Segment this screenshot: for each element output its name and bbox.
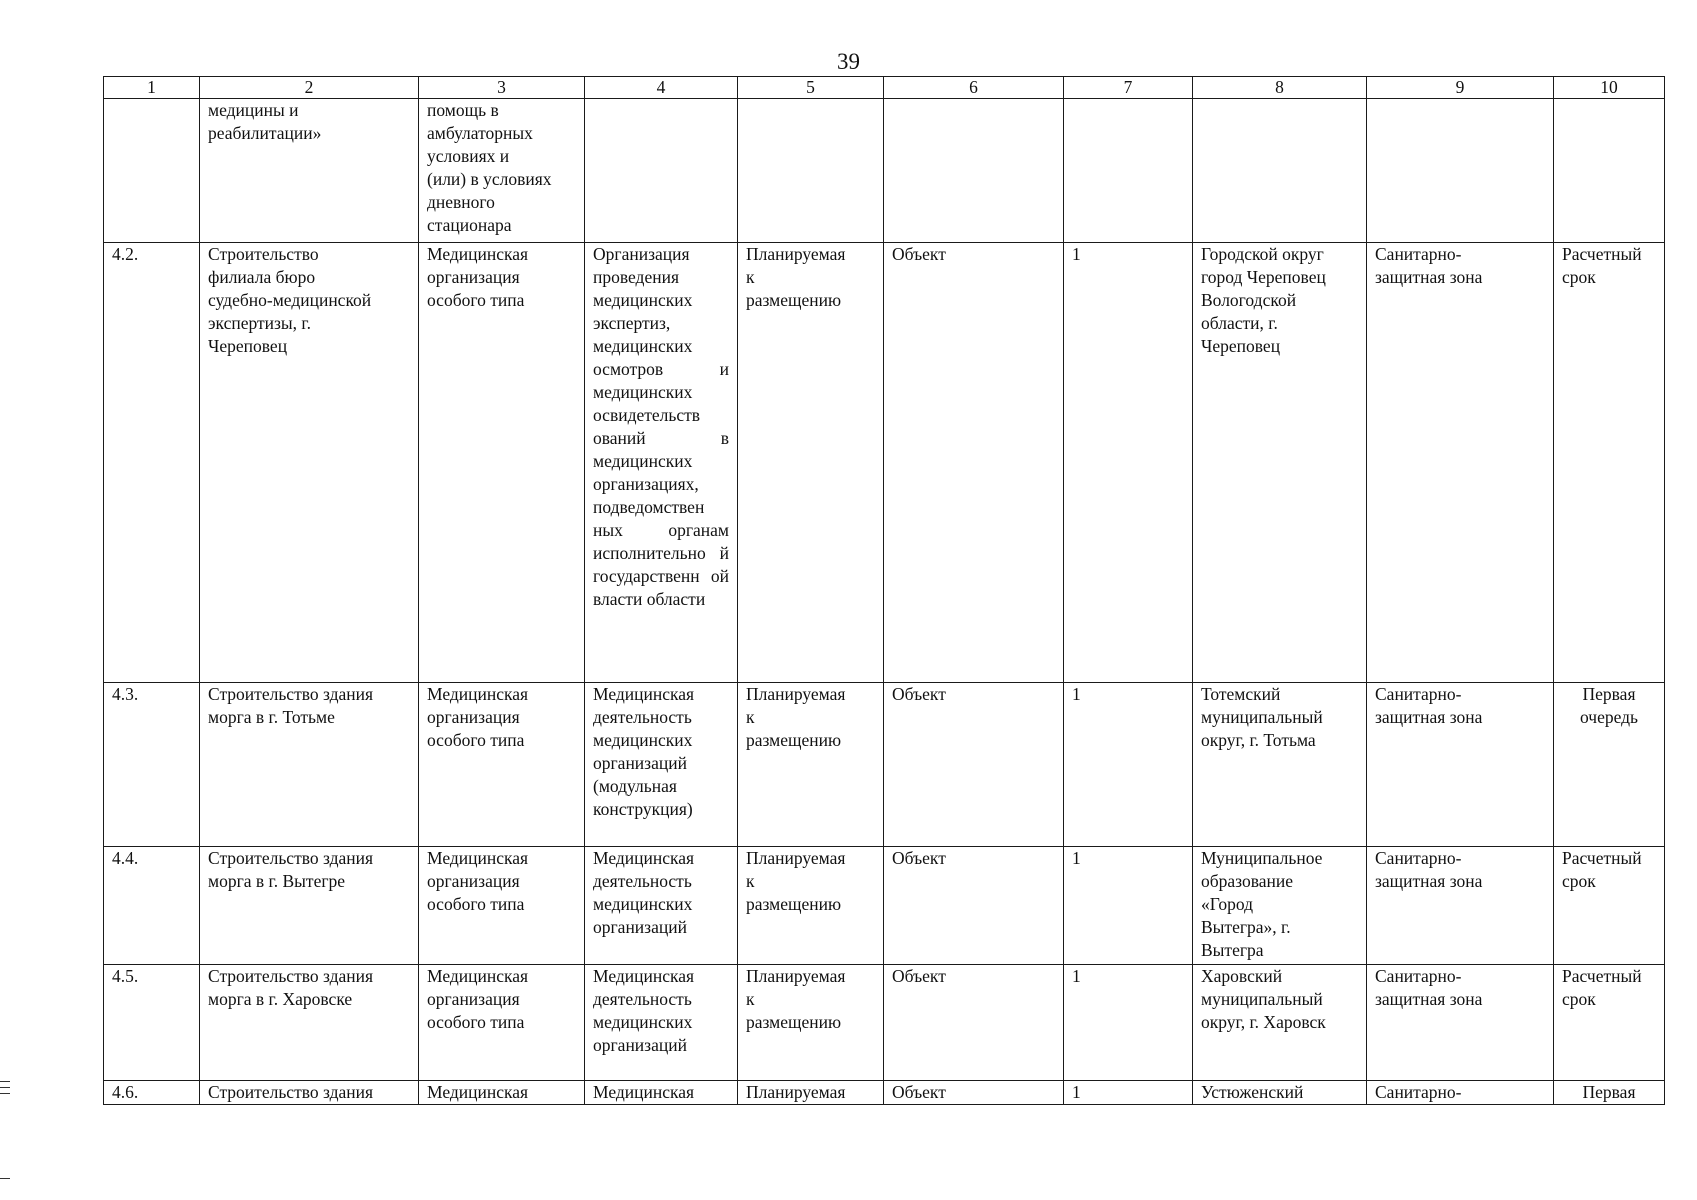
cell-object-name: Строительство здания морга в г. Харовске (200, 965, 419, 1081)
table-row (104, 99, 1665, 243)
table-row (104, 1081, 1665, 1105)
cell-term: Первая очередь (1554, 683, 1665, 847)
cell-purpose: Медицинская (585, 1081, 738, 1105)
cell-status: Планируемая (738, 1081, 884, 1105)
cell-zone (1367, 99, 1554, 243)
cell-term: Первая (1554, 1081, 1665, 1105)
cell-status: Планируемая к размещению (738, 965, 884, 1081)
column-header: 4 (585, 77, 738, 99)
column-header: 10 (1554, 77, 1665, 99)
cell-zone: Санитарно- защитная зона (1367, 243, 1554, 683)
scan-edge-mark (0, 1178, 10, 1179)
column-number-row (104, 77, 1665, 99)
column-header: 1 (104, 77, 200, 99)
page-number: 39 (837, 49, 860, 74)
cell-location (1193, 99, 1367, 243)
cell-location: Городской округ город Череповец Вологодской области, г. Череповец (1193, 243, 1367, 683)
cell-location: Харовский муниципальный округ, г. Харовск (1193, 965, 1367, 1081)
cell-status (738, 99, 884, 243)
cell-object-type: Медицинская организация особого типа (419, 965, 585, 1081)
column-header: 5 (738, 77, 884, 99)
cell-object-name: Строительство здания (200, 1081, 419, 1105)
cell-count: 1 (1064, 243, 1193, 683)
cell-purpose (585, 99, 738, 243)
cell-count: 1 (1064, 847, 1193, 965)
column-header: 8 (1193, 77, 1367, 99)
cell-kind: Объект (884, 243, 1064, 683)
cell-object-type: Медицинская организация особого типа (419, 847, 585, 965)
cell-object-type: Медицинская (419, 1081, 585, 1105)
cell-kind: Объект (884, 683, 1064, 847)
scan-edge-mark (0, 1081, 10, 1082)
objects-table (103, 76, 1665, 1105)
column-header: 6 (884, 77, 1064, 99)
cell-number: 4.4. (104, 847, 200, 965)
table-row (104, 847, 1665, 965)
cell-status: Планируемая к размещению (738, 847, 884, 965)
cell-term: Расчетный срок (1554, 847, 1665, 965)
cell-purpose: Медицинская деятельность медицинских организаций (585, 965, 738, 1081)
column-header: 7 (1064, 77, 1193, 99)
cell-term (1554, 99, 1665, 243)
column-header: 2 (200, 77, 419, 99)
cell-purpose: Организация проведения медицинских экспертиз, медицинских осмотров и медицинских освидетельств ований в медицинских организациях, подведомствен ных органам исполнительно й государственн ой власти области (585, 243, 738, 683)
cell-status: Планируемая к размещению (738, 683, 884, 847)
cell-kind: Объект (884, 965, 1064, 1081)
cell-kind: Объект (884, 847, 1064, 965)
cell-count: 1 (1064, 965, 1193, 1081)
cell-term: Расчетный срок (1554, 965, 1665, 1081)
cell-object-type: Медицинская организация особого типа (419, 243, 585, 683)
cell-number: 4.2. (104, 243, 200, 683)
table-row (104, 683, 1665, 847)
cell-purpose: Медицинская деятельность медицинских организаций (модульная конструкция) (585, 683, 738, 847)
cell-status: Планируемая к размещению (738, 243, 884, 683)
cell-kind (884, 99, 1064, 243)
cell-location: Тотемский муниципальный округ, г. Тотьма (1193, 683, 1367, 847)
cell-zone: Санитарно- защитная зона (1367, 683, 1554, 847)
cell-zone: Санитарно- защитная зона (1367, 847, 1554, 965)
cell-purpose: Медицинская деятельность медицинских организаций (585, 847, 738, 965)
scan-edge-mark (0, 1093, 10, 1094)
cell-kind: Объект (884, 1081, 1064, 1105)
column-header: 9 (1367, 77, 1554, 99)
cell-object-type: помощь в амбулаторных условиях и (или) в условиях дневного стационара (419, 99, 585, 243)
table-row (104, 965, 1665, 1081)
cell-zone: Санитарно- (1367, 1081, 1554, 1105)
cell-object-type: Медицинская организация особого типа (419, 683, 585, 847)
cell-object-name: Строительство филиала бюро судебно-медицинской экспертизы, г. Череповец (200, 243, 419, 683)
cell-count (1064, 99, 1193, 243)
cell-object-name: медицины и реабилитации» (200, 99, 419, 243)
cell-location: Устюженский (1193, 1081, 1367, 1105)
cell-number (104, 99, 200, 243)
cell-number: 4.5. (104, 965, 200, 1081)
table-row (104, 243, 1665, 683)
column-header: 3 (419, 77, 585, 99)
cell-zone: Санитарно- защитная зона (1367, 965, 1554, 1081)
cell-location: Муниципальное образование «Город Вытегра», г. Вытегра (1193, 847, 1367, 965)
cell-number: 4.6. (104, 1081, 200, 1105)
cell-object-name: Строительство здания морга в г. Вытегре (200, 847, 419, 965)
cell-count: 1 (1064, 683, 1193, 847)
cell-number: 4.3. (104, 683, 200, 847)
scan-edge-mark (0, 1087, 10, 1088)
cell-count: 1 (1064, 1081, 1193, 1105)
cell-term: Расчетный срок (1554, 243, 1665, 683)
cell-object-name: Строительство здания морга в г. Тотьме (200, 683, 419, 847)
